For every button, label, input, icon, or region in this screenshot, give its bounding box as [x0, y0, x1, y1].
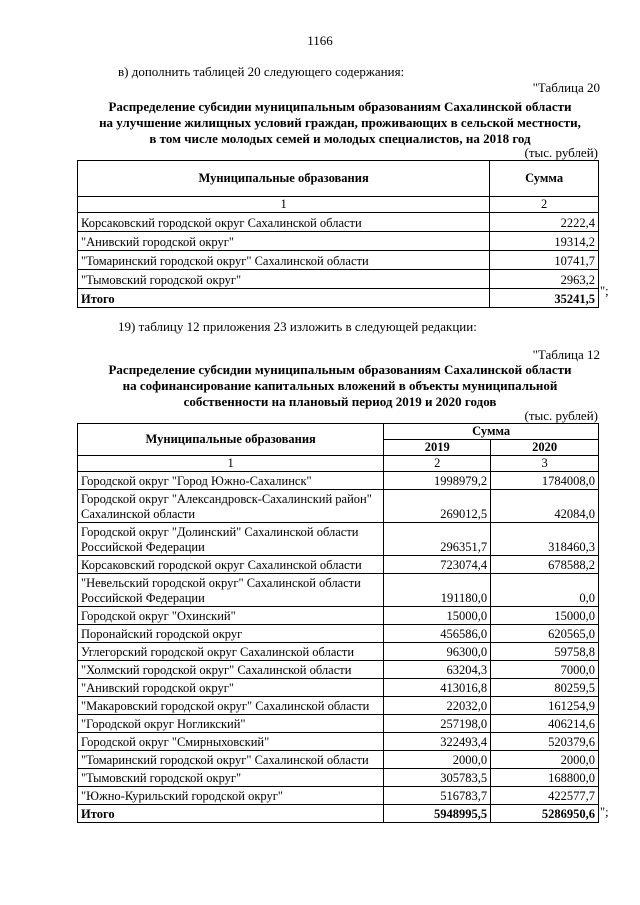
table-row — [78, 643, 599, 661]
total-label: Итого — [78, 289, 490, 308]
table12-index-cell: 3 — [491, 456, 599, 472]
row-name: Корсаковский городской округ Сахалинской области — [78, 556, 384, 574]
table20-title — [70, 99, 610, 147]
row-name: "Южно-Курильский городской округ" — [78, 787, 384, 805]
table20-unit: (тыс. рублей) — [524, 145, 598, 160]
table-row — [78, 556, 599, 574]
table-row — [78, 607, 599, 625]
table12-header-2019: 2019 — [384, 440, 491, 456]
table20-title-line-3: в том числе молодых семей и молодых специалистов, на 2018 год — [149, 131, 531, 146]
row-value-2020: 80259,5 — [491, 679, 599, 697]
row-value-2019: 456586,0 — [384, 625, 491, 643]
row-name: "Томаринский городской округ" Сахалинской области — [78, 251, 490, 270]
total-value-2019: 5948995,5 — [384, 805, 491, 823]
table12-index-cell: 1 — [78, 456, 384, 472]
row-name: "Тымовский городской округ" — [78, 270, 490, 289]
row-value-2019: 296351,7 — [384, 523, 491, 556]
table-row — [78, 574, 599, 607]
row-value-2020: 2000,0 — [491, 751, 599, 769]
table20-header-sum: Сумма — [490, 161, 599, 197]
table20 — [77, 160, 599, 308]
row-value-2020: 15000,0 — [491, 607, 599, 625]
row-value: 2222,4 — [490, 213, 599, 232]
row-name: Углегорский городской округ Сахалинской области — [78, 643, 384, 661]
row-name: "Невельский городской округ" Сахалинской области Российской Федерации — [78, 574, 384, 607]
table-row — [78, 472, 599, 490]
table-row — [78, 251, 599, 270]
table-row — [78, 787, 599, 805]
table-row — [78, 625, 599, 643]
row-value-2019: 322493,4 — [384, 733, 491, 751]
page-number: 1166 — [307, 33, 333, 48]
table20-index-cell: 2 — [490, 197, 599, 213]
row-value-2019: 1998979,2 — [384, 472, 491, 490]
total-row — [78, 805, 599, 823]
table-row — [78, 213, 599, 232]
table12-closing-quote: "; — [600, 805, 609, 819]
row-value-2019: 516783,7 — [384, 787, 491, 805]
table20-index-cell: 1 — [78, 197, 490, 213]
row-value-2019: 257198,0 — [384, 715, 491, 733]
row-name: "Холмский городской округ" Сахалинской области — [78, 661, 384, 679]
row-value-2020: 0,0 — [491, 574, 599, 607]
row-value-2019: 22032,0 — [384, 697, 491, 715]
table-row — [78, 733, 599, 751]
table12-unit: (тыс. рублей) — [524, 408, 598, 423]
row-value-2020: 168800,0 — [491, 769, 599, 787]
table-row — [78, 769, 599, 787]
row-value-2020: 678588,2 — [491, 556, 599, 574]
item-19-line: 19) таблицу 12 приложения 23 изложить в следующей редакции: — [118, 319, 477, 334]
row-value: 2963,2 — [490, 270, 599, 289]
table-row — [78, 523, 599, 556]
table20-closing-quote: "; — [600, 284, 609, 298]
table12-header-sum: Сумма — [384, 424, 599, 440]
table12-header-name: Муниципальные образования — [78, 424, 384, 456]
table-row — [78, 751, 599, 769]
row-name: Городской округ "Смирныховский" — [78, 733, 384, 751]
row-value-2019: 96300,0 — [384, 643, 491, 661]
row-value-2020: 422577,7 — [491, 787, 599, 805]
row-value-2020: 42084,0 — [491, 490, 599, 523]
row-name: Корсаковский городской округ Сахалинской области — [78, 213, 490, 232]
row-name: "Городской округ Ногликский" — [78, 715, 384, 733]
row-value-2020: 620565,0 — [491, 625, 599, 643]
row-name: "Анивский городской округ" — [78, 232, 490, 251]
row-value-2019: 723074,4 — [384, 556, 491, 574]
table20-label: "Таблица 20 — [532, 80, 600, 95]
table-row — [78, 232, 599, 251]
row-value-2019: 305783,5 — [384, 769, 491, 787]
row-name: "Томаринский городской округ" Сахалинской области — [78, 751, 384, 769]
row-name: Городской округ "Город Южно-Сахалинск" — [78, 472, 384, 490]
total-value-2020: 5286950,6 — [491, 805, 599, 823]
row-value-2019: 2000,0 — [384, 751, 491, 769]
row-name: "Тымовский городской округ" — [78, 769, 384, 787]
row-value: 10741,7 — [490, 251, 599, 270]
table-row — [78, 715, 599, 733]
row-value-2019: 269012,5 — [384, 490, 491, 523]
row-name: Городской округ "Долинский" Сахалинской области Российской Федерации — [78, 523, 384, 556]
row-name: Городской округ "Охинский" — [78, 607, 384, 625]
row-value-2019: 15000,0 — [384, 607, 491, 625]
table20-title-line-1: Распределение субсидии муниципальным образованиям Сахалинской области — [108, 99, 572, 114]
table12-title-line-1: Распределение субсидии муниципальным образованиям Сахалинской области — [108, 362, 572, 377]
table12-title-line-2: на софинансирование капитальных вложений в объекты муниципальной — [122, 378, 558, 393]
table-row — [78, 270, 599, 289]
row-value-2019: 413016,8 — [384, 679, 491, 697]
table-row — [78, 697, 599, 715]
row-name: Городской округ "Александровск-Сахалинский район" Сахалинской области — [78, 490, 384, 523]
total-row — [78, 289, 599, 308]
table12-index-cell: 2 — [384, 456, 491, 472]
table12-header-2020: 2020 — [491, 440, 599, 456]
row-value-2020: 7000,0 — [491, 661, 599, 679]
row-name: "Анивский городской округ" — [78, 679, 384, 697]
table20-header-name: Муниципальные образования — [78, 161, 490, 197]
table-row — [78, 679, 599, 697]
table12-title — [70, 362, 610, 410]
total-label: Итого — [78, 805, 384, 823]
row-value-2020: 1784008,0 — [491, 472, 599, 490]
total-value: 35241,5 — [490, 289, 599, 308]
row-name: Поронайский городской округ — [78, 625, 384, 643]
row-value-2020: 59758,8 — [491, 643, 599, 661]
table-row — [78, 661, 599, 679]
row-value-2019: 63204,3 — [384, 661, 491, 679]
table20-title-line-2: на улучшение жилищных условий граждан, проживающих в сельской местности, — [99, 115, 581, 130]
row-value: 19314,2 — [490, 232, 599, 251]
row-value-2020: 520379,6 — [491, 733, 599, 751]
table12-title-line-3: собственности на плановый период 2019 и 2020 годов — [183, 394, 497, 409]
table-row — [78, 490, 599, 523]
table12-label: "Таблица 12 — [532, 347, 600, 362]
row-value-2020: 318460,3 — [491, 523, 599, 556]
row-name: "Макаровский городской округ" Сахалинской области — [78, 697, 384, 715]
row-value-2020: 161254,9 — [491, 697, 599, 715]
row-value-2019: 191180,0 — [384, 574, 491, 607]
table12 — [77, 423, 599, 823]
row-value-2020: 406214,6 — [491, 715, 599, 733]
intro-line: в) дополнить таблицей 20 следующего содержания: — [118, 64, 405, 79]
